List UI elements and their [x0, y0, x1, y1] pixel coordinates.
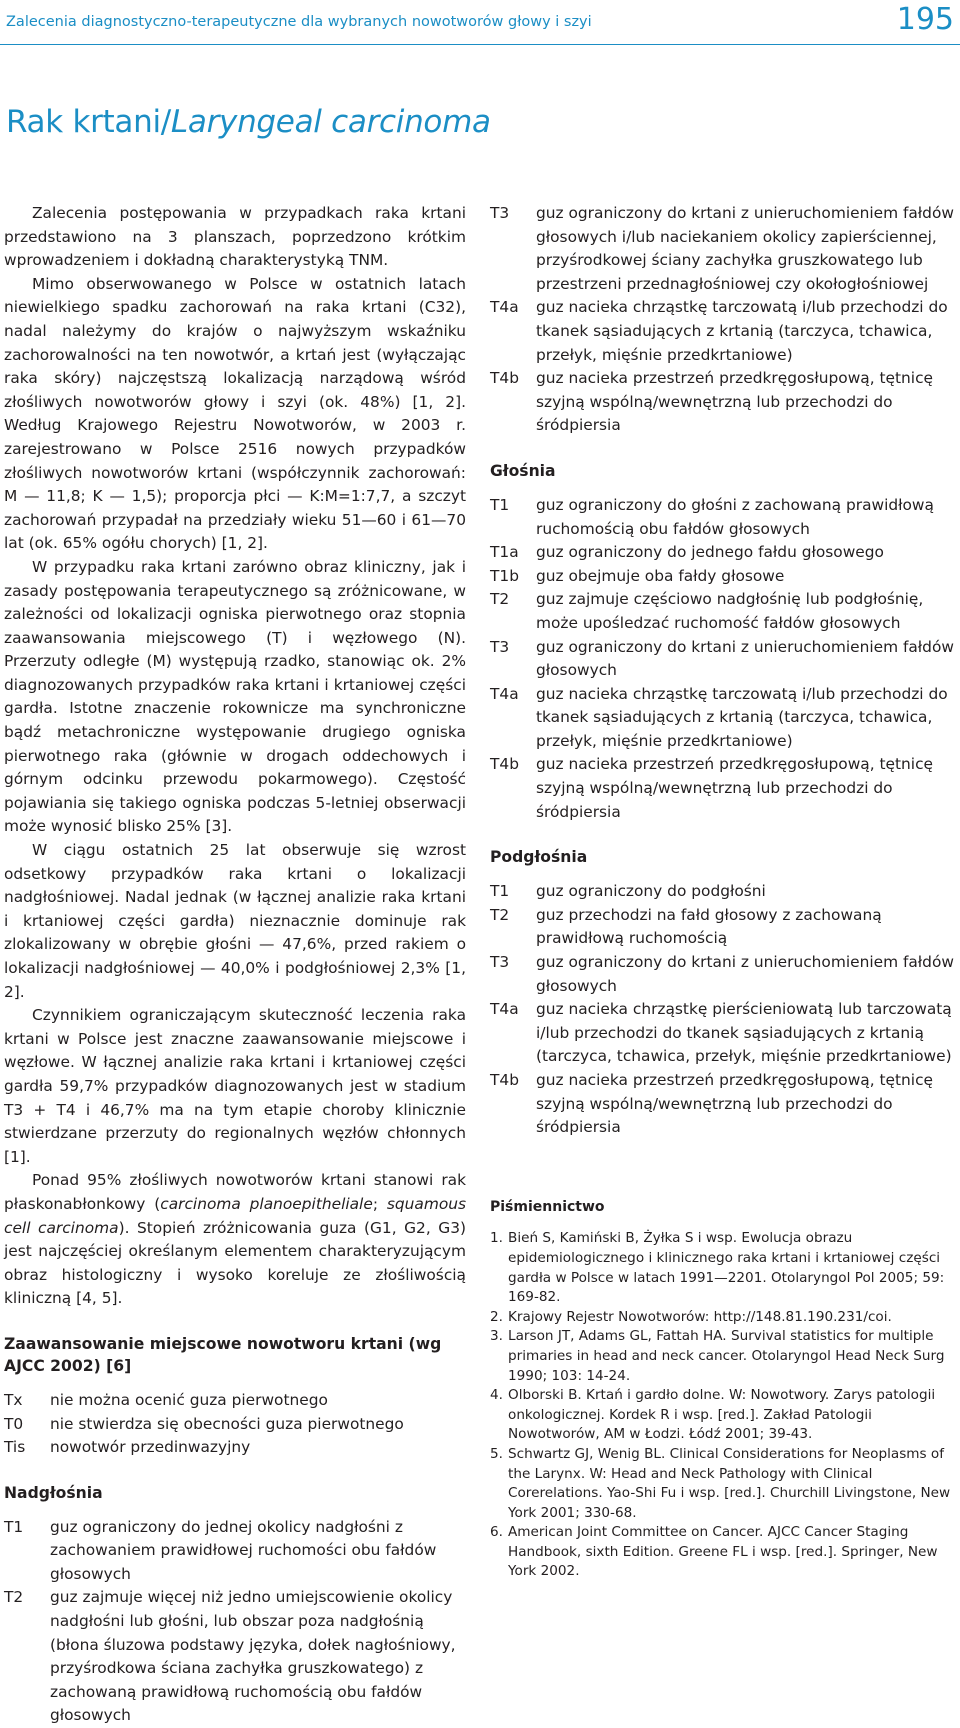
- latin-term: carcinoma planoepitheliale: [160, 1194, 373, 1213]
- staging-row: [490, 541, 960, 565]
- stage-term: T3: [490, 953, 510, 972]
- stage-term: T3: [490, 637, 510, 656]
- title-main: Rak krtani/: [6, 104, 171, 140]
- stage-term: T0: [4, 1414, 24, 1433]
- supraglottis-list: [4, 1516, 466, 1728]
- body-paragraph: Czynnikiem ograniczającym skuteczność leczenia raka krtani w Polsce jest znaczne zaawansowanie miejscowe i węzłowe. W łącznej analizie raka krtani i krtaniowej części gardła 59,7% przypadków diagnozowanych jest w stadium T3 + T4 i 46,7% ma na tym etapie choroby klinicznie stwierdzane przerzuty do regionalnych węzłów chłonnych [1].: [4, 1006, 466, 1166]
- reference-text: Bień S, Kamiński B, Żyłka S i wsp. Ewolucja obrazu epidemiologicznego i klinicznego raka krtani i krtaniowej części gardła w Polsce w latach 1991—2201. Otolaryngol Pol 2005; 59: 169-82.: [508, 1230, 945, 1306]
- paragraph-text: ). Stopień zróżnicowania guza (G1, G2, G3) jest najczęściej określanym elementem charakteryzującym obraz histologiczny i wysoko koreluje ze złośliwością kliniczną [4, 5].: [4, 1218, 466, 1308]
- staging-row: [490, 494, 960, 541]
- stage-term: T2: [490, 590, 510, 609]
- staging-heading: Zaawansowanie miejscowe nowotworu krtani (wg AJCC 2002) [6]: [4, 1334, 442, 1375]
- stage-term: T4b: [490, 1071, 519, 1089]
- references-heading: Piśmiennictwo: [490, 1198, 605, 1215]
- stage-desc: guz nacieka przestrzeń przedkręgosłupową, tętnicę szyjną wspólną/wewnętrzną lub przechodzi do śródpiersia: [536, 369, 934, 435]
- staging-row: [4, 1586, 466, 1728]
- stage-desc: guz przechodzi na fałd głosowy z zachowaną prawidłową ruchomością: [536, 905, 882, 948]
- stage-desc: guz ograniczony do krtani z unieruchomieniem fałdów głosowych: [536, 637, 954, 680]
- staging-row: [4, 1436, 466, 1460]
- staging-row: [4, 1516, 466, 1587]
- supraglottis-heading: Nadgłośnia: [4, 1483, 103, 1502]
- reference-text: American Joint Committee on Cancer. AJCC Cancer Staging Handbook, sixth Edition. Greene FL i wsp. [red.]. Springer, New York 2002.: [508, 1524, 938, 1580]
- subglottis-heading: Podgłośnia: [490, 848, 588, 867]
- stage-term: Tis: [4, 1438, 26, 1457]
- stage-term: T3: [490, 204, 510, 222]
- reference-text: Larson JT, Adams GL, Fattah HA. Survival statistics for multiple primaries in head and neck cancer. Otolaryngol Head Neck Surg 1990; 103: 14-24.: [508, 1328, 945, 1384]
- staging-row: [490, 565, 960, 589]
- body-paragraph: Zalecenia postępowania w przypadkach raka krtani przedstawiono na 3 planszach, poprzedzono krótkim wprowadzeniem i dokładną charakterystyką TNM.: [4, 204, 466, 270]
- stage-term: T1b: [490, 566, 519, 585]
- staging-row: [490, 998, 960, 1069]
- paragraph-text: ;: [372, 1194, 387, 1213]
- staging-row: [490, 753, 960, 824]
- staging-row: [490, 951, 960, 998]
- english-term: squamous cell carcinoma: [4, 1194, 467, 1237]
- stage-term: T4b: [490, 369, 519, 388]
- staging-row: [4, 1389, 466, 1413]
- stage-term: T4a: [490, 298, 519, 317]
- staging-row: [490, 683, 960, 754]
- reference-text: Krajowy Rejestr Nowotworów: http://148.81.190.231/coi.: [508, 1308, 892, 1325]
- reference-number: 3.: [490, 1328, 503, 1345]
- stage-desc: guz ograniczony do jednego fałdu głosowego: [536, 543, 884, 562]
- stage-desc: guz nacieka chrząstkę tarczowatą i/lub przechodzi do tkanek sąsiadujących z krtanią (tarczyca, tchawica, przełyk, mięśnie przedkrtaniowe): [536, 684, 948, 750]
- staging-row: [490, 904, 960, 951]
- staging-row: [490, 880, 960, 904]
- reference-number: 4.: [490, 1387, 503, 1404]
- stage-term: T1: [490, 882, 510, 901]
- stage-desc: guz ograniczony do krtani z unieruchomieniem fałdów głosowych i/lub naciekaniem okolicy zapierściennej, przyśrodkowej ściany zachyłka gruszkowatego lub przestrzeni przednagłośniowej czy okołogłośniowej: [536, 204, 954, 293]
- supraglottis-list-continued: [490, 202, 960, 438]
- staging-row: [490, 1069, 960, 1140]
- staging-row: [490, 588, 960, 635]
- header-rule: [0, 44, 960, 45]
- reference-number: 2.: [490, 1308, 503, 1325]
- staging-row: [490, 636, 960, 683]
- reference-item: [490, 1327, 960, 1386]
- stage-desc: guz nacieka chrząstkę pierścieniowatą lub tarczowatą i/lub przechodzi do tkanek sąsiadujących z krtanią (tarczyca, tchawica, przełyk, mięśnie przedkrtaniowe): [536, 1000, 952, 1066]
- body-paragraph: W przypadku raka krtani zarówno obraz kliniczny, jak i zasady postępowania terapeutycznego są zróżnicowane, w zależności od lokalizacji ogniska pierwotnego oraz stopnia zaawansowania miejscowego (T) i węzłowego (N). Przerzuty odległe (M) występują rzadko, stanowiąc ok. 2% diagnozowanych przypadków raka krtani i krtaniowej części gardła. Istotne znaczenie rokownicze ma synchroniczne bądź metachroniczne występowanie drugiego ogniska pierwotnego raka (głównie w drogach oddechowych i górnym odcinku przewodu pokarmowego). Częstość pojawiania się takiego ogniska podczas 5-letniej obserwacji może wynosić blisko 25% [3].: [4, 557, 466, 836]
- body-paragraph: [4, 1169, 466, 1311]
- stage-desc: nowotwór przedinwazyjny: [50, 1438, 251, 1457]
- stage-desc: guz zajmuje więcej niż jedno umiejscowienie okolicy nadgłośni lub głośni, lub obszar poza nadgłośnią (błona śluzowa podstawy języka, dołek nagłośniowy, przyśrodkowa ściana zachyłka gruszkowatego) z zachowaną prawidłową ruchomością obu fałdów głosowych: [50, 1588, 456, 1725]
- stage-term: T1a: [490, 543, 519, 562]
- page-title: [6, 104, 491, 140]
- staging-row: [490, 296, 960, 367]
- subglottis-list: [490, 880, 960, 1140]
- reference-text: Olborski B. Krtań i gardło dolne. W: Nowotwory. Zarys patologii onkologicznej. Kordek R i wsp. [red.]. Zakład Patologii Nowotworów, AM w Łodzi. Łódź 2001; 39-43.: [508, 1387, 936, 1443]
- general-staging-list: [4, 1389, 466, 1460]
- staging-row: [4, 1413, 466, 1437]
- reference-number: 5.: [490, 1445, 503, 1462]
- stage-term: T4b: [490, 755, 519, 774]
- stage-term: T4a: [490, 684, 519, 703]
- reference-text: Schwartz GJ, Wenig BL. Clinical Considerations for Neoplasms of the Larynx. W: Head and Neck Pathology with Clinical Corerelations. Yao-Shi Fu i wsp. [red.]. Churchill Livingstone, New York 2001; 330-68.: [508, 1445, 951, 1521]
- references-list: [490, 1229, 960, 1582]
- right-column: [490, 202, 960, 1582]
- reference-item: [490, 1229, 960, 1307]
- stage-term: T2: [4, 1588, 24, 1607]
- stage-desc: guz nacieka chrząstkę tarczowatą i/lub przechodzi do tkanek sąsiadujących z krtanią (tarczyca, tchawica, przełyk, mięśnie przedkrtaniowe): [536, 298, 948, 364]
- stage-term: T4a: [490, 1000, 519, 1019]
- left-column: [4, 202, 466, 1728]
- stage-term: T2: [490, 905, 510, 924]
- glottis-list: [490, 494, 960, 824]
- paragraph-text: Ponad 95% złośliwych nowotworów krtani stanowi rak płaskonabłonkowy (: [4, 1171, 466, 1213]
- body-paragraph: W ciągu ostatnich 25 lat obserwuje się wzrost odsetkowy przypadków raka krtani o lokalizacji nadgłośniowej. Nadal jednak (w łącznej analizie raka krtani i krtaniowej części gardła) nieznacznie dominuje rak zlokalizowany w obrębie głośni — 47,6%, przed rakiem o lokalizacji nadgłośniowej — 40,0% i podgłośniowej 2,3% [1, 2].: [4, 841, 466, 1001]
- reference-item: [490, 1523, 960, 1582]
- stage-term: T1: [490, 495, 510, 514]
- staging-row: [490, 202, 960, 296]
- body-paragraph: Mimo obserwowanego w Polsce w ostatnich latach niewielkiego spadku zachorowań na raka krtani (C32), nadal należymy do krajów o najwyższym wskaźniku zachorowalności na ten nowotwór, a krtań jest (wyłączając raka skóry) najczęstszą lokalizacją narządową wśród złośliwych nowotworów głowy i szyi (ok. 48%) [1, 2]. Według Krajowego Rejestru Nowotworów, w 2003 r. zarejestrowano w Polsce 2516 nowych przypadków złośliwych nowotworów krtani (współczynnik zachorowań: M — 11,8; K — 1,5); proporcja płci — K:M=1:7,7, a szczyt zachorowań przypadał na przedziały wieku 51—60 i 61—70 lat (ok. 65% ogółu chorych) [1, 2].: [4, 274, 466, 553]
- stage-desc: nie stwierdza się obecności guza pierwotnego: [50, 1414, 404, 1433]
- stage-desc: guz ograniczony do krtani z unieruchomieniem fałdów głosowych: [536, 953, 954, 995]
- stage-desc: guz nacieka przestrzeń przedkręgosłupową, tętnicę szyjną wspólną/wewnętrzną lub przechodzi do śródpiersia: [536, 1071, 934, 1137]
- stage-desc: guz ograniczony do jednej okolicy nadgłośni z zachowaniem prawidłowej ruchomości obu fałdów głosowych: [50, 1517, 437, 1583]
- stage-desc: nie można ocenić guza pierwotnego: [50, 1390, 328, 1409]
- reference-item: [490, 1308, 960, 1328]
- reference-number: 1.: [490, 1230, 503, 1247]
- stage-desc: guz nacieka przestrzeń przedkręgosłupową, tętnicę szyjną wspólną/wewnętrzną lub przechodzi do śródpiersia: [536, 755, 934, 821]
- running-header: Zalecenia diagnostyczno-terapeutyczne dla wybranych nowotworów głowy i szyi: [6, 14, 592, 30]
- staging-row: [490, 367, 960, 438]
- stage-term: T1: [4, 1517, 24, 1536]
- reference-item: [490, 1386, 960, 1445]
- stage-desc: guz zajmuje częściowo nadgłośnię lub podgłośnię, może upośledzać ruchomość fałdów głosowych: [536, 590, 924, 632]
- stage-desc: guz obejmuje oba fałdy głosowe: [536, 566, 785, 585]
- glottis-heading: Głośnia: [490, 461, 556, 480]
- stage-desc: guz ograniczony do głośni z zachowaną prawidłową ruchomością obu fałdów głosowych: [536, 495, 934, 538]
- stage-term: Tx: [4, 1390, 23, 1409]
- reference-number: 6.: [490, 1524, 503, 1541]
- page-number: 195: [896, 2, 954, 37]
- title-italic: Laryngeal carcinoma: [170, 104, 491, 140]
- stage-desc: guz ograniczony do podgłośni: [536, 882, 766, 901]
